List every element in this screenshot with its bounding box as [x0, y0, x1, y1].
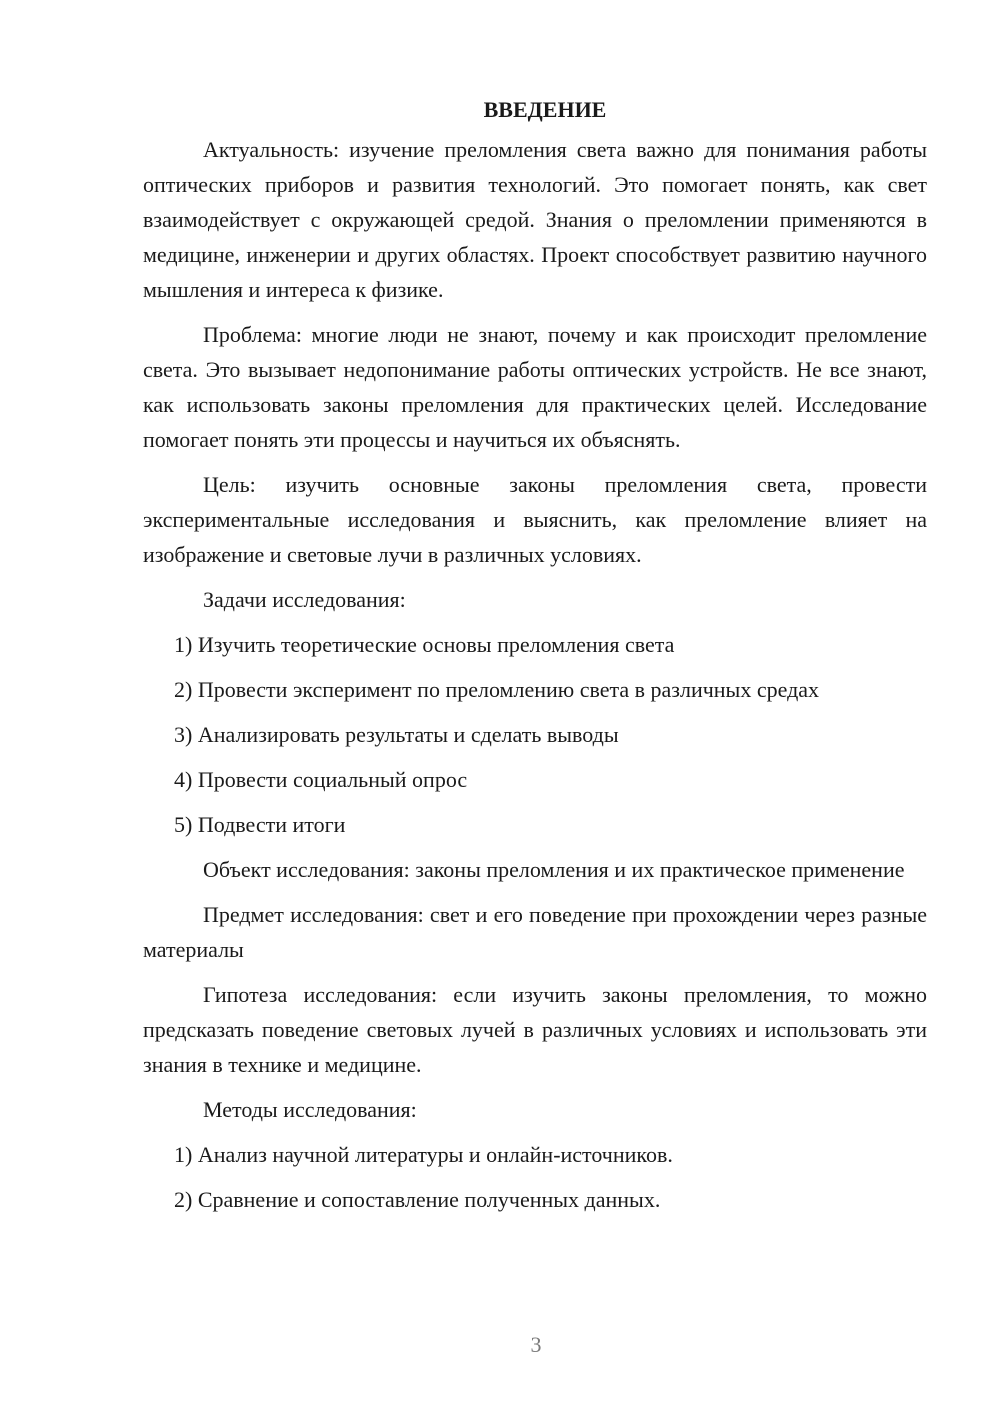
task-item: 2) Провести эксперимент по преломлению света в различных средах [174, 677, 820, 702]
page-number: 3 [530, 1332, 542, 1357]
relevance-paragraph: Актуальность: изучение преломления света важно для понимания работы оптических приборов и развития технологий. Это помогает понять, как свет взаимодействует с окружающей средой. Знания о преломлении применяются в медицине, инженерии и других областях. Проект способствует развитию научного мышления и интереса к физике. [143, 137, 927, 302]
goal-paragraph: Цель: изучить основные законы преломления света, провести экспериментальные исследования и выяснить, как преломление влияет на изображение и световые лучи в различных условиях. [143, 472, 927, 567]
document-page [143, 92, 927, 1227]
tasks-list [143, 627, 927, 842]
task-item: 4) Провести социальный опрос [174, 767, 468, 792]
subject-paragraph: Предмет исследования: свет и его поведение при прохождении через разные материалы [143, 902, 927, 962]
task-item: 3) Анализировать результаты и сделать выводы [174, 722, 619, 747]
task-item: 5) Подвести итоги [174, 812, 346, 837]
hypothesis-paragraph: Гипотеза исследования: если изучить законы преломления, то можно предсказать поведение световых лучей в различных условиях и использовать эти знания в технике и медицине. [143, 982, 927, 1077]
method-item: 1) Анализ научной литературы и онлайн-источников. [174, 1142, 673, 1167]
object-paragraph: Объект исследования: законы преломления и их практическое применение [203, 857, 905, 882]
method-item: 2) Сравнение и сопоставление полученных данных. [174, 1187, 661, 1212]
methods-heading: Методы исследования: [203, 1097, 417, 1122]
problem-paragraph: Проблема: многие люди не знают, почему и как происходит преломление света. Это вызывает недопонимание работы оптических устройств. Не все знают, как использовать законы преломления для практических целей. Исследование помогает понять эти процессы и научиться их объяснять. [143, 322, 927, 452]
page-title: ВВЕДЕНИЕ [483, 97, 607, 122]
task-item: 1) Изучить теоретические основы преломления света [174, 632, 675, 657]
tasks-heading: Задачи исследования: [203, 587, 406, 612]
methods-list [143, 1137, 927, 1217]
